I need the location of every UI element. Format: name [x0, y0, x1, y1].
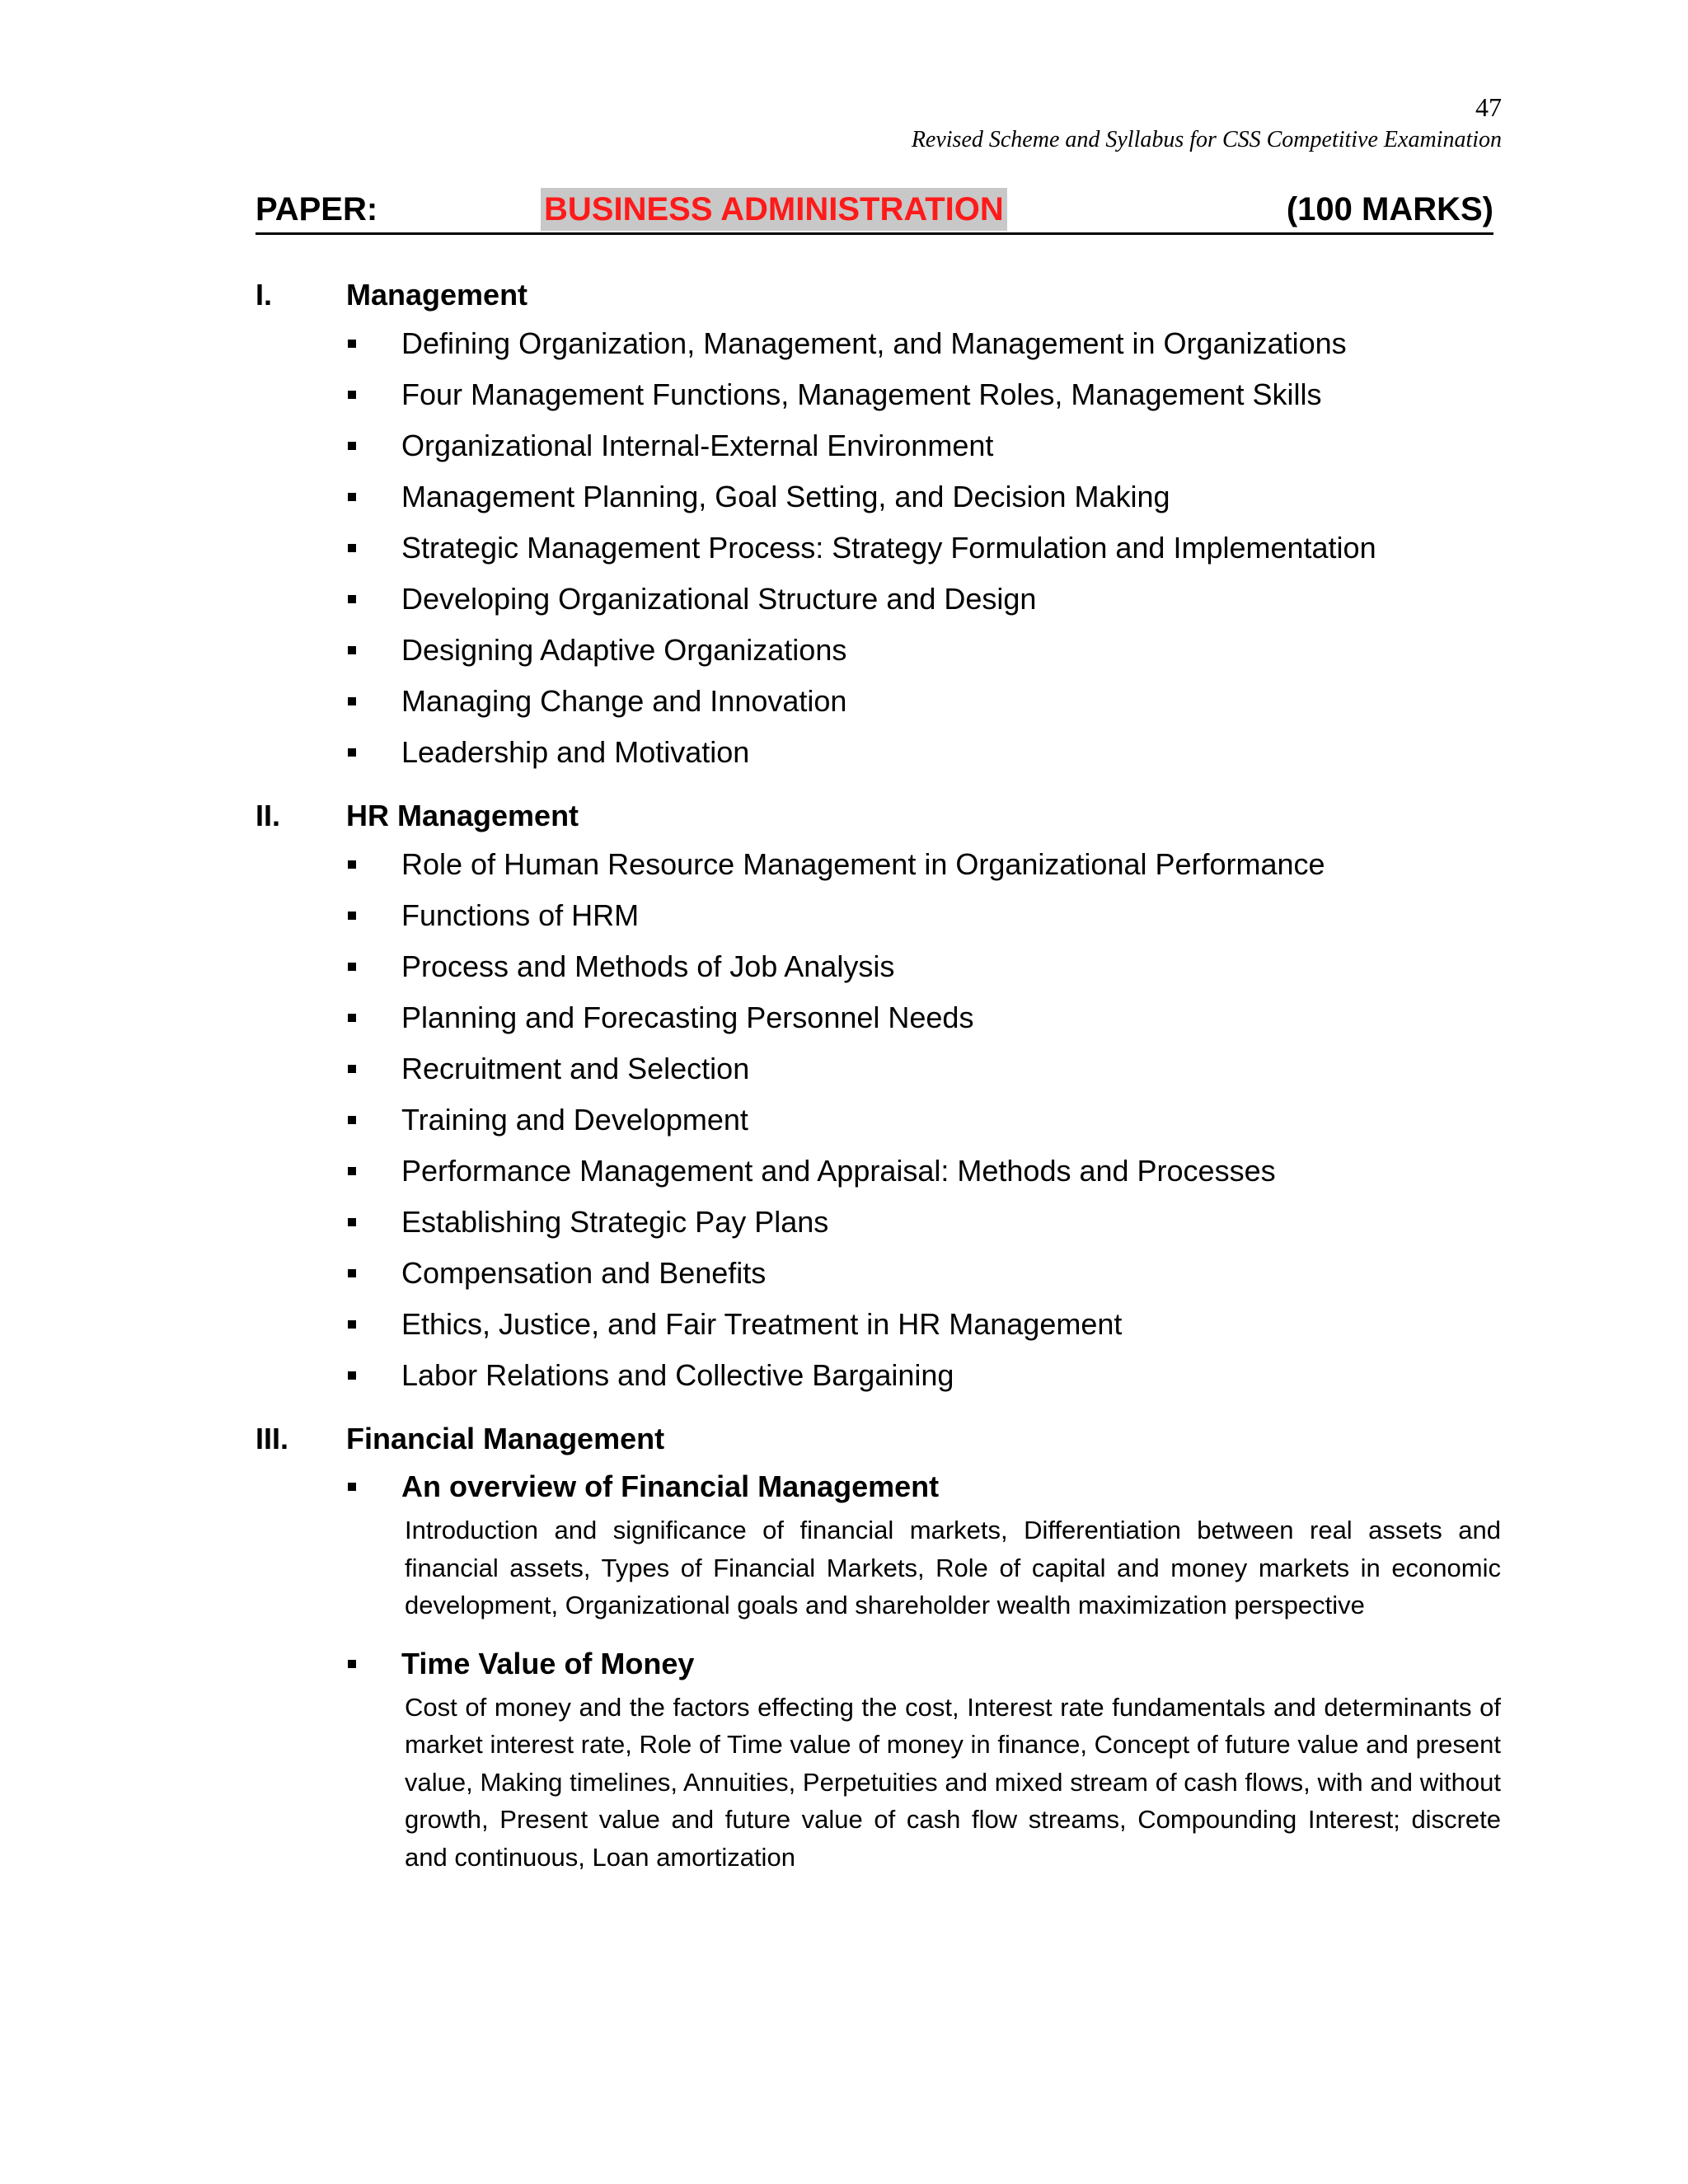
section-financial-management [256, 1416, 1500, 1876]
subtopic-title: An overview of Financial Management [401, 1469, 940, 1503]
square-bullet-icon [348, 697, 356, 705]
section-title: Financial Management [346, 1422, 665, 1455]
topic-text: Leadership and Motivation [401, 735, 750, 769]
paper-subject: BUSINESS ADMINISTRATION [541, 188, 1007, 231]
list-item [256, 941, 1500, 992]
list-item [256, 1248, 1500, 1299]
list-item [256, 574, 1500, 625]
topic-list [256, 839, 1500, 1401]
topic-text: Planning and Forecasting Personnel Needs [401, 1001, 974, 1034]
section-number: II. [256, 799, 281, 832]
section-management [256, 272, 1500, 778]
topic-text: Labor Relations and Collective Bargaining [401, 1358, 954, 1392]
list-item [256, 727, 1500, 778]
topic-text: Ethics, Justice, and Fair Treatment in HR Management [401, 1307, 1123, 1341]
square-bullet-icon [348, 1167, 356, 1175]
section-title: Management [346, 278, 528, 312]
square-bullet-icon [348, 1320, 356, 1329]
paper-header [256, 188, 1493, 235]
square-bullet-icon [348, 646, 356, 654]
section-heading [256, 272, 1500, 318]
topic-text: Management Planning, Goal Setting, and Decision Making [401, 480, 1170, 513]
list-item [256, 471, 1500, 523]
subtopic-description: Cost of money and the factors effecting the cost, Interest rate fundamentals and determinants of market interest rate, Role of Time value of money in finance, Concept of future value and present value, Making timelines, Annuities, Perpetuities and mixed stream of cash flows, with and without growth, Present value and future value of cash flow streams, Compounding Interest; discrete and continuous, Loan amortization [405, 1692, 1501, 1872]
topic-text: Designing Adaptive Organizations [401, 633, 847, 667]
section-heading [256, 793, 1500, 839]
square-bullet-icon [348, 1218, 356, 1226]
syllabus-content [256, 272, 1500, 1891]
section-hr-management [256, 793, 1500, 1401]
topic-text: Organizational Internal-External Environment [401, 429, 994, 462]
square-bullet-icon [348, 912, 356, 920]
topic-text: Process and Methods of Job Analysis [401, 949, 895, 983]
square-bullet-icon [348, 1065, 356, 1073]
list-item [256, 369, 1500, 420]
topic-text: Recruitment and Selection [401, 1052, 750, 1085]
list-item [256, 1043, 1500, 1094]
topic-text: Developing Organizational Structure and Design [401, 582, 1037, 616]
subtopic-financial-overview [256, 1462, 1500, 1624]
list-item [256, 625, 1500, 676]
topic-text: Defining Organization, Management, and Management in Organizations [401, 326, 1347, 360]
list-item [256, 1350, 1500, 1401]
subtopic-heading [401, 1462, 1500, 1511]
square-bullet-icon [348, 493, 356, 501]
topic-text: Establishing Strategic Pay Plans [401, 1205, 829, 1239]
list-item [256, 1197, 1500, 1248]
section-number: III. [256, 1422, 289, 1455]
paper-label: PAPER: [256, 191, 378, 227]
square-bullet-icon [348, 1660, 356, 1668]
paper-marks: (100 MARKS) [1286, 191, 1493, 227]
square-bullet-icon [348, 1116, 356, 1124]
subtopic-heading [401, 1639, 1500, 1689]
topic-text: Compensation and Benefits [401, 1256, 767, 1290]
topic-text: Managing Change and Innovation [401, 684, 847, 718]
subtopic-description: Introduction and significance of financial markets, Differentiation between real assets and financial assets, Types of Financial Markets, Role of capital and money markets in economic development, Organizational goals and shareholder wealth maximization perspective [405, 1516, 1501, 1619]
topic-list [256, 318, 1500, 778]
running-header: Revised Scheme and Syllabus for CSS Competitive Examination [911, 127, 1502, 152]
square-bullet-icon [348, 1269, 356, 1277]
square-bullet-icon [348, 860, 356, 869]
square-bullet-icon [348, 391, 356, 399]
section-title: HR Management [346, 799, 579, 832]
list-item [256, 523, 1500, 574]
list-item [256, 676, 1500, 727]
topic-text: Four Management Functions, Management Roles, Management Skills [401, 377, 1322, 411]
list-item [256, 992, 1500, 1043]
topic-text: Performance Management and Appraisal: Methods and Processes [401, 1154, 1276, 1188]
topic-text: Training and Development [401, 1103, 748, 1137]
topic-text: Role of Human Resource Management in Organizational Performance [401, 847, 1325, 881]
list-item [256, 420, 1500, 471]
square-bullet-icon [348, 442, 356, 450]
list-item [256, 1299, 1500, 1350]
section-heading [256, 1416, 1500, 1462]
subtopic-title: Time Value of Money [401, 1646, 695, 1680]
square-bullet-icon [348, 544, 356, 552]
subtopic-time-value-of-money [256, 1639, 1500, 1877]
topic-text: Strategic Management Process: Strategy Formulation and Implementation [401, 531, 1376, 565]
square-bullet-icon [348, 340, 356, 348]
square-bullet-icon [348, 595, 356, 603]
square-bullet-icon [348, 1483, 356, 1491]
topic-text: Functions of HRM [401, 898, 640, 932]
list-item [256, 839, 1500, 890]
square-bullet-icon [348, 963, 356, 971]
page-number: 47 [1475, 92, 1502, 122]
square-bullet-icon [348, 748, 356, 757]
list-item [256, 890, 1500, 941]
list-item [256, 1094, 1500, 1146]
square-bullet-icon [348, 1371, 356, 1380]
list-item [256, 1146, 1500, 1197]
square-bullet-icon [348, 1014, 356, 1022]
section-number: I. [256, 278, 273, 312]
list-item [256, 318, 1500, 369]
